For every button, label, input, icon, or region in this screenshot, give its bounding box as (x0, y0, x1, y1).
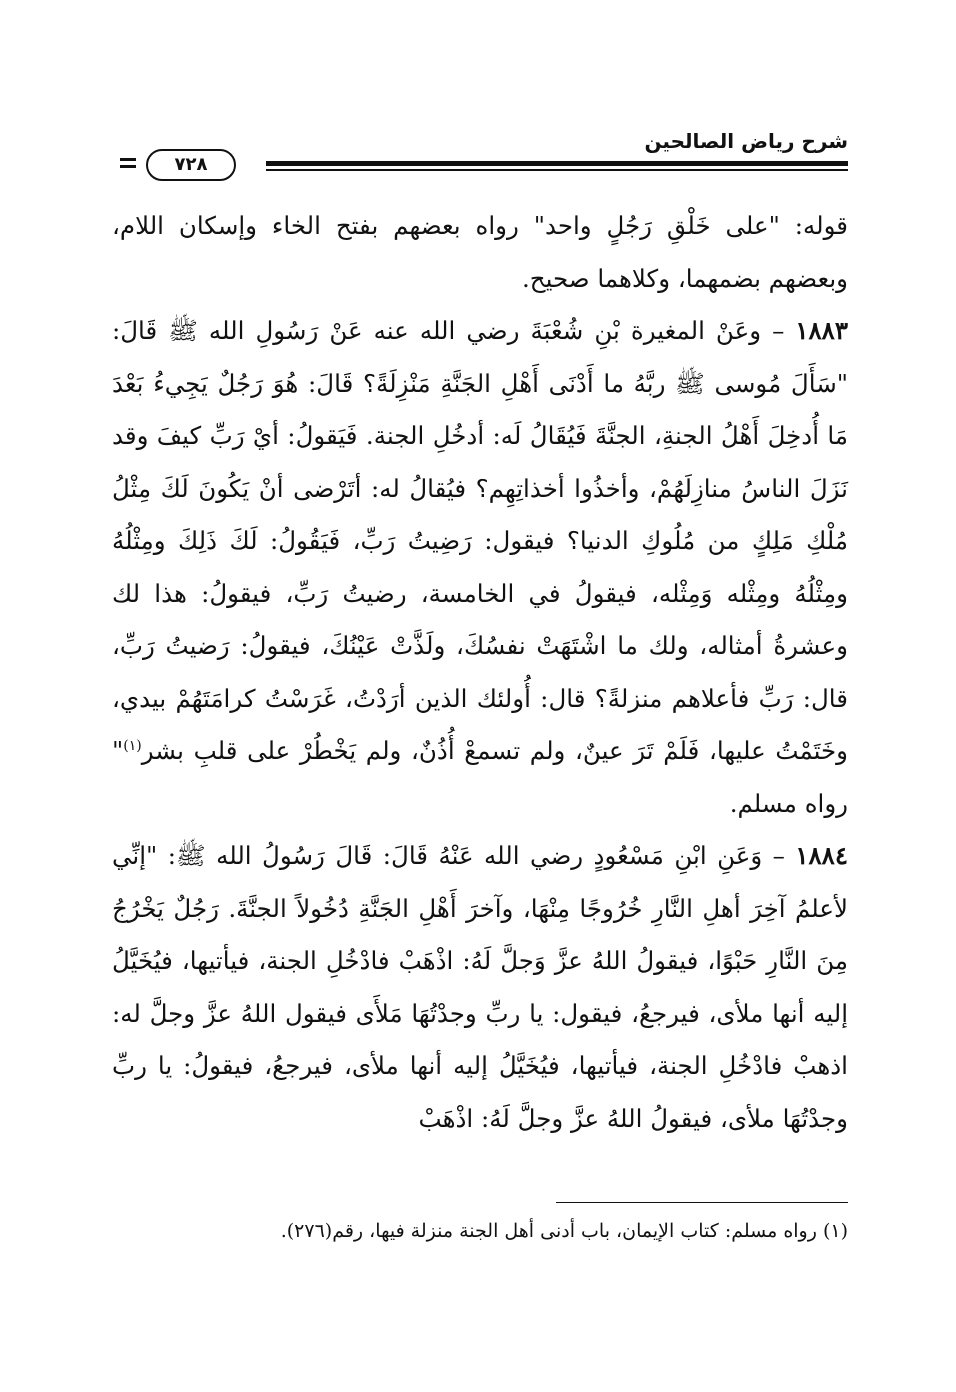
footnote-separator (556, 1202, 848, 1203)
paragraph-text: – وعَنْ المغيرة بْنِ شُعْبَةَ رضي الله عنه عَنْ رَسُولِ الله ﷺ قَالَ: "سَأَلَ مُوسى ﷺ ربَّهُ ما أَدْنَى أَهْلِ الجَنَّةِ مَنْزِلَةً؟ قَالَ: هُوَ رَجُلٌ يَجِيءُ بَعْدَ مَا أُدخِلَ أَهْلُ الجنةِ، الجنَّةَ فَيُقَالُ لَه: أدخُلِ الجنة. فَيَقولُ: أيْ رَبِّ كيفَ وقد نَزَلَ الناسُ منازِلَهُمْ، وأخذُوا أخذاتِهِم؟ فيُقالُ له: أتَرْضى أنْ يَكُونَ لَكَ مِثْلُ مُلْكِ مَلِكٍ من مُلُوكِ الدنيا؟ فيقول: رَضِيتُ رَبِّ، فَيَقُولُ: لَكَ ذَلِكَ ومِثْلُهُ ومِثْلُهُ ومِثْله وَمِثْله، فيقولُ في الخامسة، رضيتُ رَبِّ، فيقولُ: هذا لك وعشرةُ أمثاله، ولك ما اشْتَهَتْ نفسُكَ، ولَذَّتْ عَيْنُكَ، فيقولُ: رَضيتُ رَبِّ، قال: رَبِّ فأعلاهم منزلةً؟ قال: أُولئك الذين أرَدْتُ، غَرَسْتُ كرامَتَهُمْ بيدي، وخَتَمْتُ عليها، فَلَمْ تَرَ عينٌ، ولم تسمعْ أُذُنٌ، ولم يَخْطُرْ على قلبِ بشر (112, 316, 848, 765)
paragraph-tail: " رواه مسلم. (112, 736, 848, 818)
paragraph-hadith-1883 (112, 305, 848, 830)
body-text (112, 200, 848, 1145)
hadith-number: ١٨٨٣ (795, 316, 848, 345)
hadith-number: ١٨٨٤ (795, 841, 848, 870)
page-header (120, 128, 848, 188)
header-rule-thick (266, 161, 848, 166)
header-rule-thin (266, 169, 848, 171)
footnote: (١) رواه مسلم: كتاب الإيمان، باب أدنى أهل الجنة منزلة فيها، رقم(٢٧٦). (280, 1220, 848, 1242)
paragraph-commentary (112, 200, 848, 305)
page-number: ٧٢٨ (146, 149, 236, 181)
footnote-reference: (١) (123, 737, 142, 754)
header-ornament (120, 158, 136, 172)
paragraph-text: قوله: "على خَلْقِ رَجُلٍ واحد" رواه بعضهم بفتح الخاء وإسكان اللام، وبعضهم بضمهما، وكلاهما صحيح. (112, 211, 848, 293)
book-title: شرح رياض الصالحين (644, 129, 848, 153)
paragraph-hadith-1884 (112, 830, 848, 1145)
paragraph-text: – وَعَنِ ابْنِ مَسْعُودٍ رضي الله عَنْهُ قَالَ: قَالَ رَسُولُ الله ﷺ: "إنِّي لأعلمُ آخِرَ أهلِ النَّارِ خُرُوجًا مِنْهَا، وآخرَ أَهْلِ الجَنَّةِ دُخُولاً الجنَّةَ. رَجُلٌ يَخْرُجُ مِنَ النَّارِ حَبْوًا، فيقولُ اللهُ عزَّ وَجلَّ لَهُ: اذْهَبْ فادْخُلِ الجنة، فيأتيها، فيُخَيَّلُ إليه أنها ملأى، فيرجعُ، فيقول: يا ربِّ وجدْتُهَا مَلأَى فيقول اللهُ عزَّ وجلَّ له: اذهبْ فادْخُلِ الجنة، فيأتيها، فيُخَيَّلُ إليه أنها ملأى، فيرجعُ، فيقولُ: يا ربِّ وجدْتُهَا ملأى، فيقولُ اللهُ عزَّ وجلَّ لَهُ: اذْهَبْ (112, 841, 848, 1133)
